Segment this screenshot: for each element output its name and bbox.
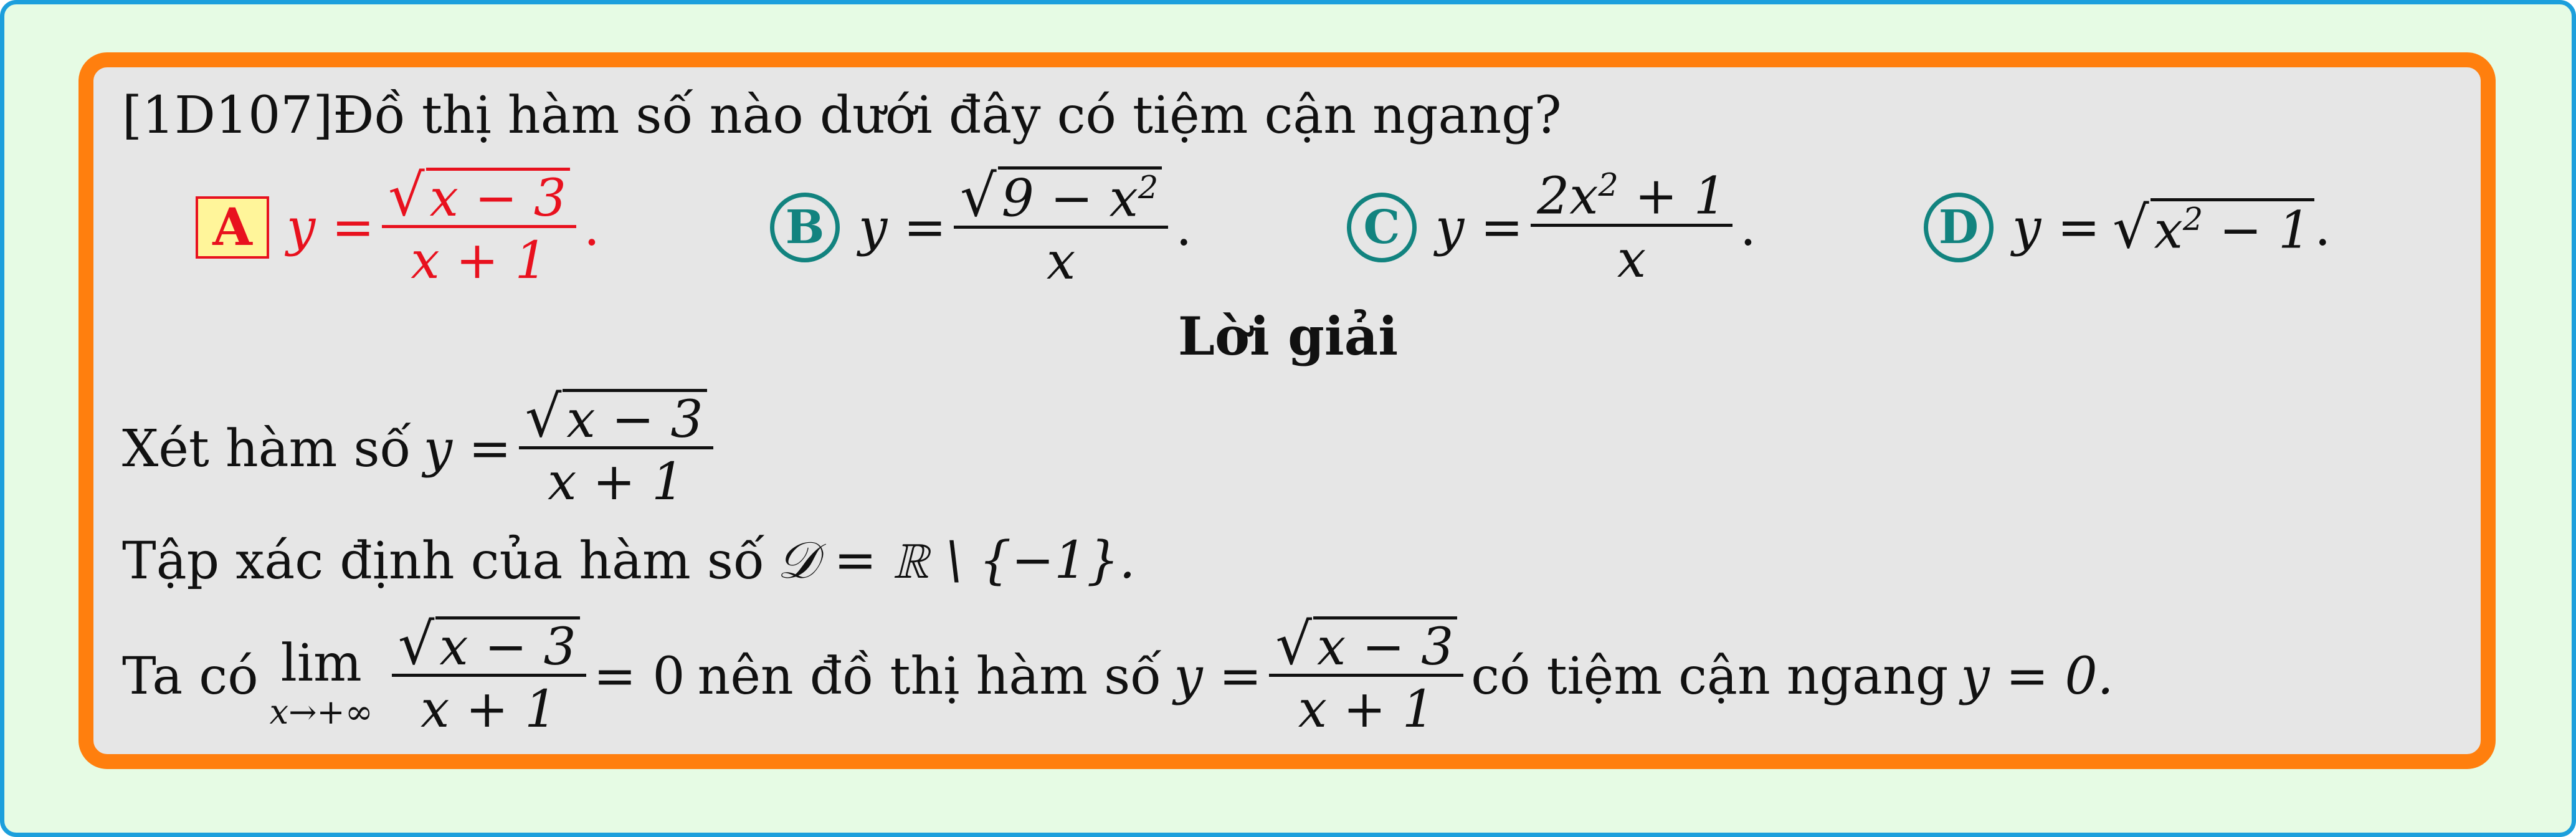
sqrt-icon: √ xyxy=(397,610,435,677)
option-a-denominator: x + 1 xyxy=(411,231,548,290)
option-c-lhs: y = xyxy=(1435,198,1524,257)
option-d[interactable] xyxy=(1924,150,2331,305)
solution-line2-text: Tập xác định của hàm số xyxy=(122,531,765,591)
solution-line1-fraction: √ x − 3 x + 1 xyxy=(519,388,713,509)
option-a[interactable] xyxy=(196,150,600,305)
option-c-key: C xyxy=(1347,193,1417,262)
solution-line3-fraction-2: √ x − 3 x + 1 xyxy=(1269,616,1463,737)
sqrt-icon: √ xyxy=(388,161,425,229)
option-a-end: . xyxy=(583,198,600,257)
solution-line3-mid: nên đồ thị hàm số xyxy=(697,646,1162,706)
solution-line2-set: 𝒟 = ℝ \ {−1}. xyxy=(777,531,1136,590)
solution-line3-fraction: √ x − 3 x + 1 xyxy=(392,616,586,737)
sqrt-icon: √ xyxy=(525,383,562,450)
option-b-fraction xyxy=(954,162,1168,291)
question-text: Đồ thị hàm số nào dưới đây có tiệm cận ngang? xyxy=(333,85,1562,145)
option-b-numerator: $9 - x^2$ xyxy=(998,166,1162,224)
option-c-fraction xyxy=(1531,168,1732,287)
option-d-root xyxy=(2113,194,2314,261)
limit-operator: lim x→+∞ xyxy=(269,633,373,732)
option-b-denominator: x xyxy=(1047,231,1076,291)
option-d-key: D xyxy=(1924,193,1994,262)
option-d-lhs: y = xyxy=(2012,198,2101,257)
option-d-radicand: $x^2 - 1$ xyxy=(2151,198,2315,256)
option-b-end: . xyxy=(1176,198,1192,257)
solution-line3-post: có tiệm cận ngang xyxy=(1471,646,1949,706)
solution-line1-text: Xét hàm số xyxy=(122,419,411,479)
option-a-key: A xyxy=(196,196,269,259)
question-code: [1D107] xyxy=(122,85,333,145)
solution-line3-final: y = 0. xyxy=(1961,646,2114,706)
solution-line-3 xyxy=(122,601,2114,751)
option-d-end: . xyxy=(2314,198,2331,257)
solution-line-2 xyxy=(122,527,1136,595)
solution-line1-lhs: y = xyxy=(423,419,511,479)
option-a-numerator: x − 3 xyxy=(426,168,570,224)
sqrt-icon: √ xyxy=(1275,610,1312,677)
option-b-lhs: y = xyxy=(858,198,947,257)
option-c-denominator: x xyxy=(1617,229,1647,289)
solution-title: Lời giải xyxy=(1177,305,1399,367)
option-a-fraction xyxy=(382,161,576,290)
option-c[interactable] xyxy=(1347,150,1756,305)
option-b-key: B xyxy=(770,193,840,262)
option-a-lhs: y = xyxy=(287,198,375,257)
solution-line-1 xyxy=(122,374,721,524)
sqrt-icon: √ xyxy=(960,162,997,229)
sqrt-icon: √ xyxy=(2113,194,2149,261)
question-line xyxy=(122,81,1562,150)
option-c-numerator: $2x^2 + 1$ xyxy=(1531,168,1732,226)
solution-line3-eq: = 0 xyxy=(593,646,685,706)
solution-line3-pre: Ta có xyxy=(122,646,259,706)
option-b[interactable] xyxy=(770,150,1192,305)
answer-options xyxy=(0,150,2576,305)
solution-line3-lhs: y = xyxy=(1174,646,1262,706)
option-c-end: . xyxy=(1739,198,1756,257)
